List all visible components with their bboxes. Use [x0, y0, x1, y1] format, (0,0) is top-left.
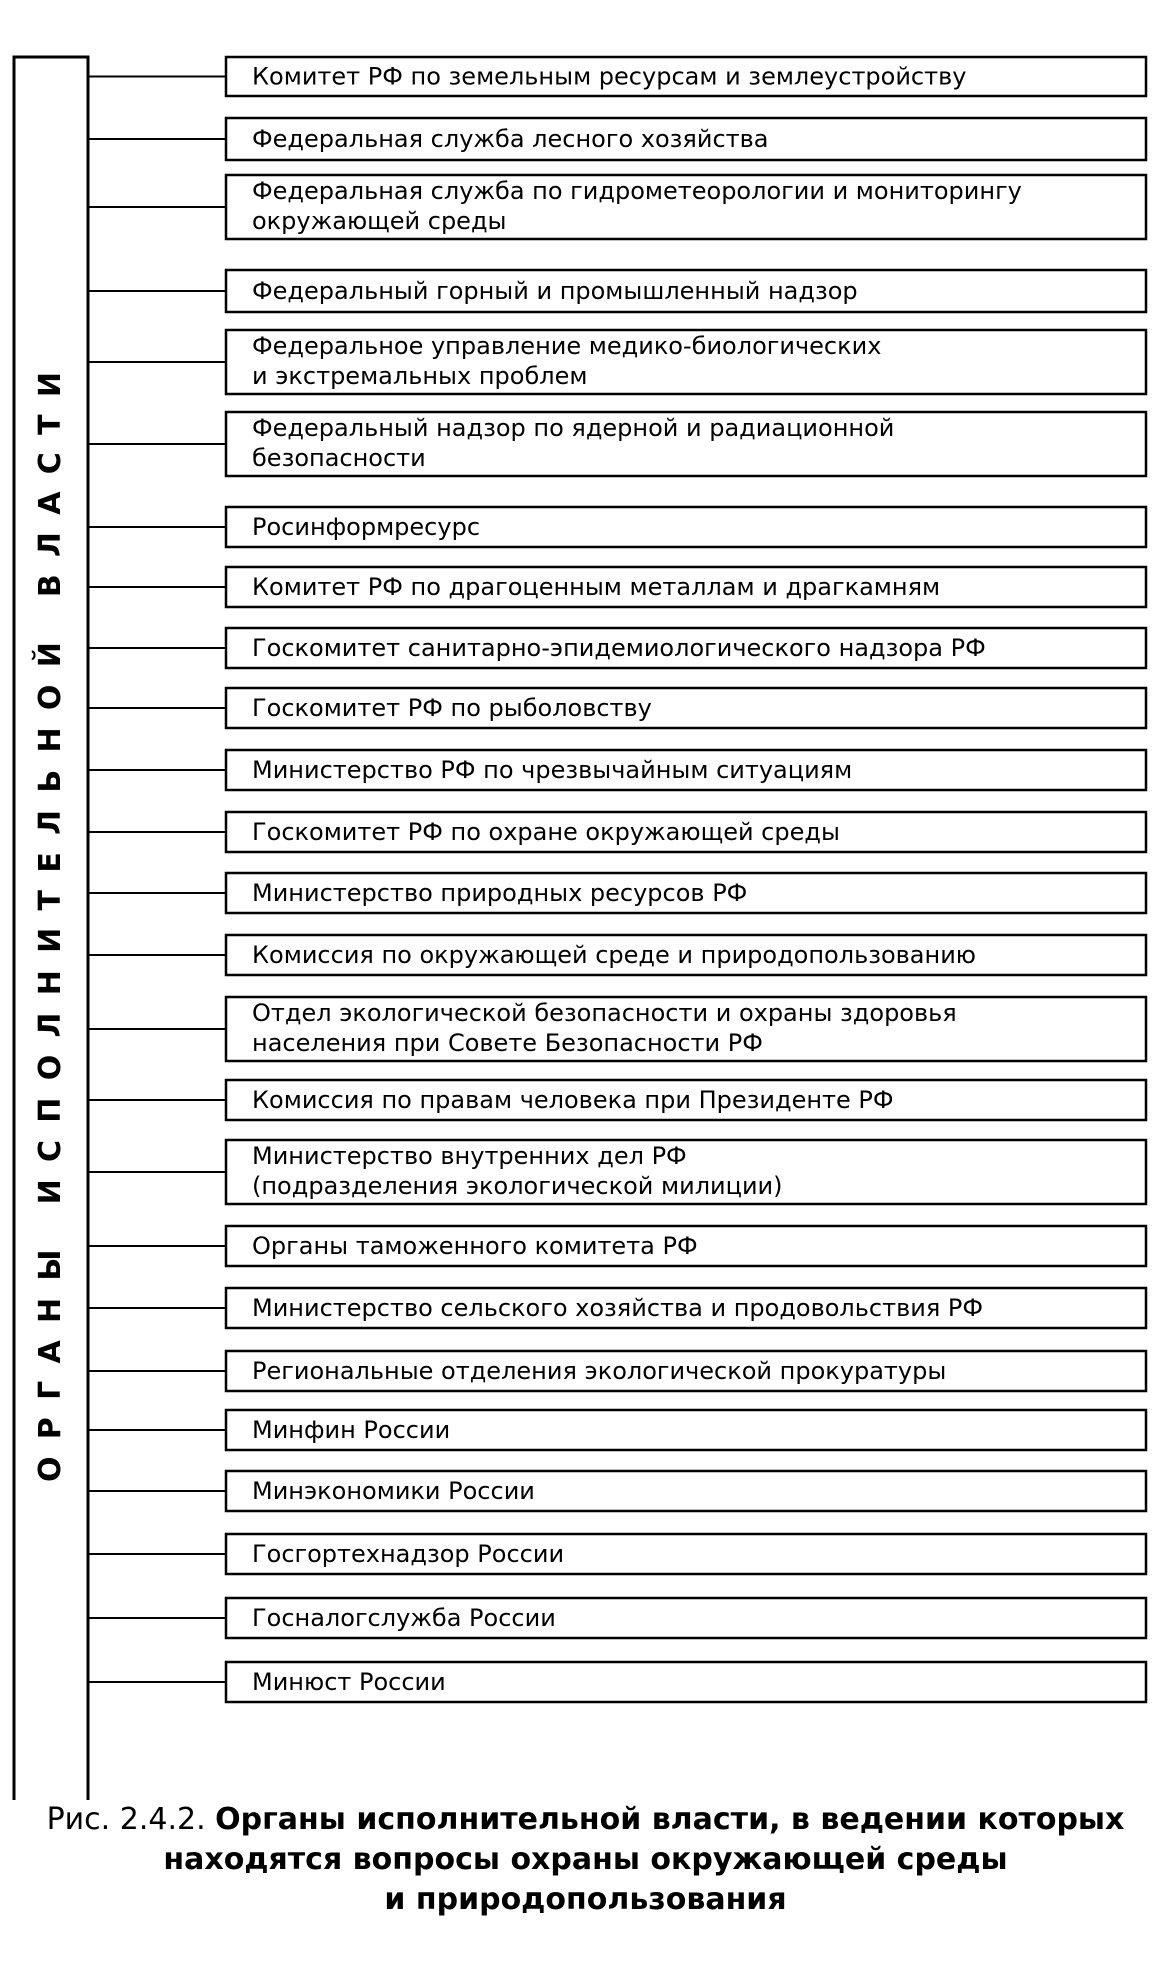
org-box-label: Федеральная служба лесного хозяйства [252, 125, 769, 153]
caption-line-2: находятся вопросы охраны окружающей среды [163, 1842, 1008, 1877]
boxes-group [88, 57, 1146, 1702]
org-box-label: Региональные отделения экологической прокуратуры [252, 1357, 947, 1385]
org-box-label: Органы таможенного комитета РФ [252, 1232, 698, 1260]
caption-figure-number: Рис. 2.4.2. [46, 1802, 216, 1837]
side-label: ОРГАНЫ ИСПОЛНИТЕЛЬНОЙ ВЛАСТИ [33, 372, 68, 1482]
org-box-label: безопасности [252, 444, 426, 472]
org-box-label: Минфин России [252, 1416, 451, 1444]
org-box-label: Госгортехнадзор России [252, 1540, 565, 1568]
org-box-label: Министерство РФ по чрезвычайным ситуациям [252, 756, 853, 784]
org-box-label: Госналогслужба России [252, 1604, 556, 1632]
org-box-label: Комитет РФ по драгоценным металлам и драгкамням [252, 573, 941, 601]
org-box-label: окружающей среды [252, 207, 507, 235]
org-box-label: Комиссия по правам человека при Президенте РФ [252, 1086, 894, 1114]
org-box-label: (подразделения экологической милиции) [252, 1172, 783, 1200]
org-box-label: Госкомитет РФ по охране окружающей среды [252, 818, 840, 846]
org-box-label: Минюст России [252, 1668, 446, 1696]
org-box-label: Федеральная служба по гидрометеорологии и мониторингу [252, 177, 1022, 205]
org-box-label: Федеральный горный и промышленный надзор [252, 277, 858, 305]
org-box-label: и экстремальных проблем [252, 362, 588, 390]
caption-line-1-text: Органы исполнительной власти, в ведении которых [215, 1802, 1125, 1837]
org-box-label: Комитет РФ по земельным ресурсам и землеустройству [252, 62, 967, 91]
caption-line-1 [0, 1800, 1171, 1840]
org-box-label: населения при Совете Безопасности РФ [252, 1029, 763, 1057]
figure-caption [0, 1800, 1171, 1920]
org-box-label: Министерство внутренних дел РФ [252, 1142, 687, 1170]
caption-line-3: и природопользования [384, 1882, 787, 1917]
org-box-label: Госкомитет санитарно-эпидемиологического надзора РФ [252, 634, 986, 662]
org-box-label: Росинформресурс [252, 513, 481, 541]
org-box-label: Комиссия по окружающей среде и природопользованию [252, 941, 977, 969]
org-box-label: Федеральное управление медико-биологических [252, 332, 882, 360]
org-box-label: Отдел экологической безопасности и охраны здоровья [252, 999, 957, 1027]
org-box-label: Министерство сельского хозяйства и продовольствия РФ [252, 1294, 984, 1322]
org-box-label: Минэкономики России [252, 1477, 535, 1505]
org-box-label: Федеральный надзор по ядерной и радиационной [252, 414, 895, 442]
org-box-label: Министерство природных ресурсов РФ [252, 879, 748, 907]
org-box-label: Госкомитет РФ по рыболовству [252, 694, 652, 722]
